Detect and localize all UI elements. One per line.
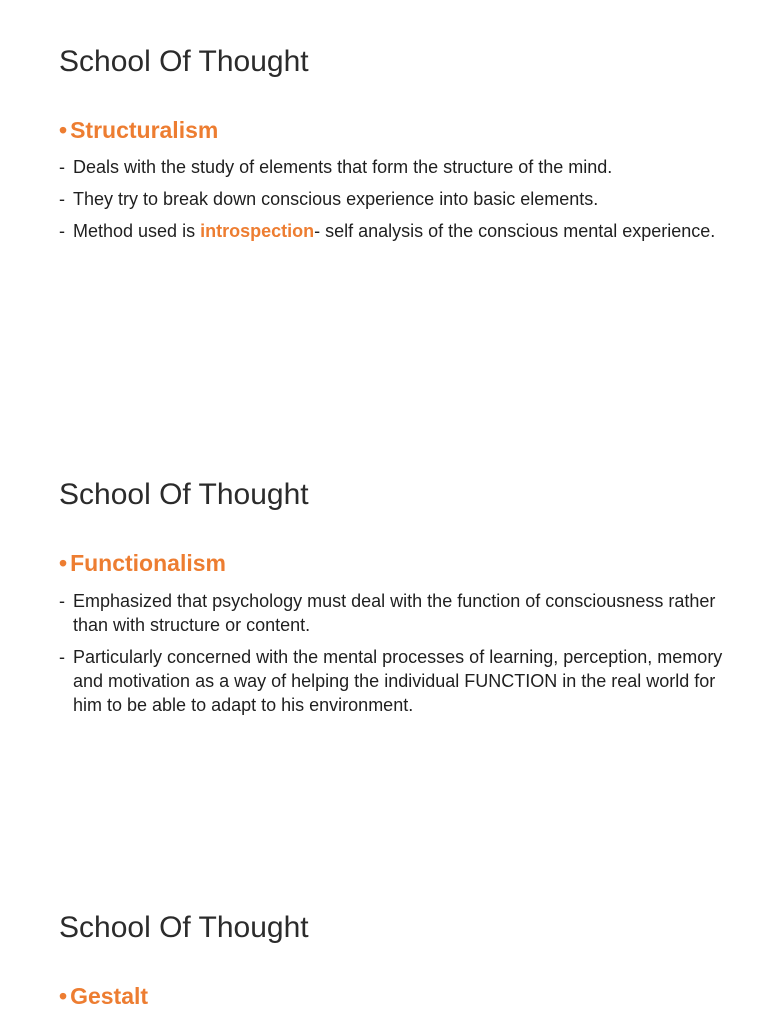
bullet-heading-gestalt [59,983,148,1010]
slide-functionalism [0,433,768,866]
dash-icon: - [59,189,65,209]
bullet-icon: • [59,117,68,143]
slide-title: School Of Thought [59,478,309,511]
list-item: - Deals with the study of elements that form the structure of the mind. [59,157,613,177]
list-item: - Emphasized that psychology must deal with the function of consciousness rather than with structure or content. [59,591,716,635]
slide-title: School Of Thought [59,45,309,78]
slide-structuralism [0,0,768,433]
slide-gestalt [0,867,768,1024]
dash-icon: - [59,647,65,667]
dash-icon: - [59,591,65,611]
dash-icon: - [59,157,65,177]
bullet-icon: • [59,983,68,1009]
bullet-heading-functionalism [59,550,226,577]
list-item: - Particularly concerned with the mental processes of learning, perception, memory and motivation as a way of helping the individual FUNCTION in the real world for him to be able to adapt to his environment. [59,647,723,715]
slide-title: School Of Thought [59,911,309,944]
list-item: - Method used is introspection- self analysis of the conscious mental experience. [59,221,716,241]
highlight-term: introspection [200,221,315,241]
heading-text: Structuralism [70,117,219,143]
dash-icon: - [59,221,65,241]
bullet-icon: • [59,550,68,576]
heading-text: Gestalt [70,983,149,1009]
bullet-heading-structuralism [59,117,218,144]
point-list [59,589,739,725]
heading-text: Functionalism [70,550,226,576]
list-item: - They try to break down conscious experience into basic elements. [59,189,599,209]
point-list [59,155,739,251]
